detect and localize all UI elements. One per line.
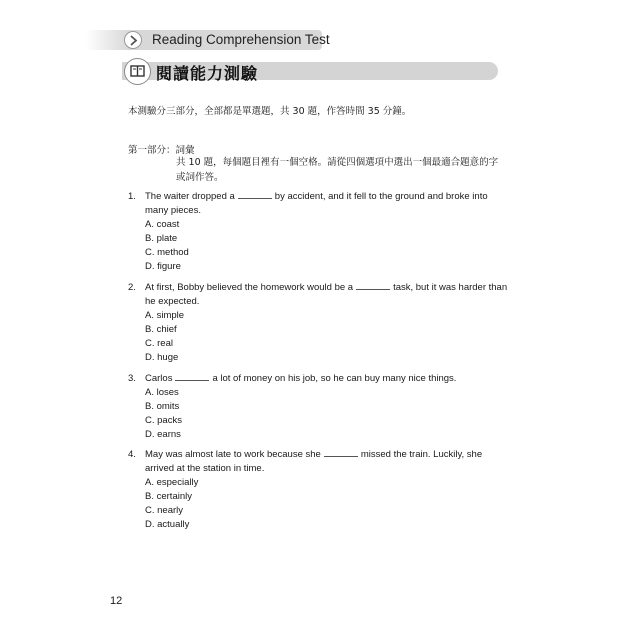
question-text-after: by accident, and it fell to the ground and broke into many pieces. (145, 191, 488, 216)
question-text (145, 281, 508, 309)
part-instructions: 共 10 題，每個題目裡有一個空格。請從四個選項中選出一個最適合題意的字或詞作答。 (176, 157, 499, 183)
question-text-before: At first, Bobby believed the homework would be a (145, 282, 354, 293)
question-number: 1. (128, 191, 136, 202)
question-4 (128, 448, 508, 532)
page-number: 12 (110, 595, 123, 607)
question-1 (128, 190, 508, 274)
option-d: D. actually (145, 519, 190, 530)
chevron-right-icon (124, 31, 142, 49)
question-text (145, 448, 508, 476)
question-text-before: Carlos (145, 373, 173, 384)
question-text (145, 190, 508, 218)
header-title: Reading Comprehension Test (152, 32, 330, 47)
answer-blank (238, 190, 272, 199)
answer-blank (175, 372, 209, 381)
question-number: 3. (128, 373, 136, 384)
option-d: D. huge (145, 352, 179, 363)
question-text-after: a lot of money on his job, so he can buy many nice things. (212, 373, 457, 384)
section-title: 閱讀能力測驗 (156, 64, 259, 83)
option-a: A. loses (145, 387, 179, 398)
book-icon (124, 58, 151, 85)
question-text-before: The waiter dropped a (145, 191, 235, 202)
option-a: A. simple (145, 310, 185, 321)
option-d: D. earns (145, 429, 181, 440)
test-intro: 本測驗分三部分，全部都是單選題，共 30 題，作答時間 35 分鐘。 (128, 106, 412, 117)
question-text (145, 372, 508, 386)
option-b: B. chief (145, 324, 177, 335)
question-3 (128, 372, 508, 442)
question-number: 4. (128, 449, 136, 460)
question-text-after: task, but it was harder than he expected. (145, 282, 508, 307)
option-a: A. especially (145, 477, 199, 488)
option-b: B. certainly (145, 491, 192, 502)
option-b: B. plate (145, 233, 178, 244)
option-d: D. figure (145, 261, 181, 272)
option-a: A. coast (145, 219, 180, 230)
part-heading: 第一部分：詞彙 (128, 145, 195, 156)
question-2 (128, 281, 508, 365)
option-c: C. nearly (145, 505, 184, 516)
answer-blank (324, 448, 358, 457)
option-c: C. real (145, 338, 173, 349)
option-c: C. method (145, 247, 189, 258)
question-number: 2. (128, 282, 136, 293)
question-text-after: missed the train. Luckily, she arrived at the station in time. (145, 449, 483, 474)
option-c: C. packs (145, 415, 182, 426)
question-text-before: May was almost late to work because she (145, 449, 321, 460)
option-b: B. omits (145, 401, 180, 412)
answer-blank (356, 281, 390, 290)
